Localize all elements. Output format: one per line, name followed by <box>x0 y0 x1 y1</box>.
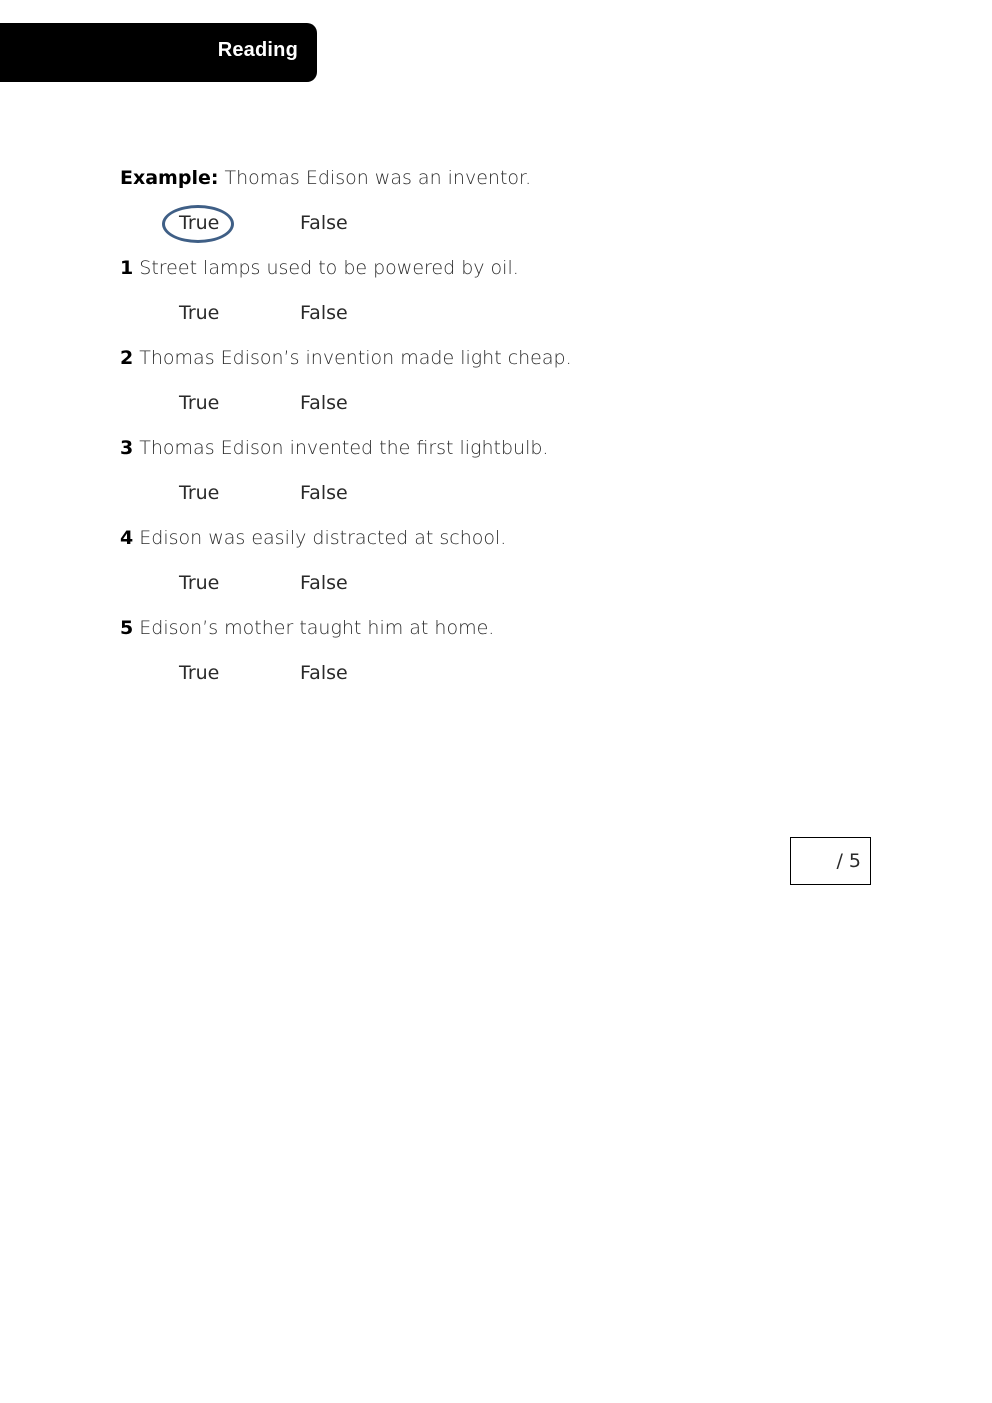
question-5-options <box>120 646 880 700</box>
question-1-true-option[interactable]: True <box>179 302 220 324</box>
question-1-statement <box>120 250 880 286</box>
question-5-true-option[interactable]: True <box>179 662 220 684</box>
question-4-false-option[interactable]: False <box>300 572 348 594</box>
question-text: Edison’s mother taught him at home. <box>139 617 495 639</box>
question-number: 1 <box>120 257 134 279</box>
question-text: Thomas Edison’s invention made light cheap. <box>139 347 572 369</box>
question-text: Street lamps used to be powered by oil. <box>139 257 519 279</box>
question-3-false-option[interactable]: False <box>300 482 348 504</box>
example-true-option[interactable]: True <box>179 212 220 234</box>
question-5-statement <box>120 610 880 646</box>
score-box[interactable] <box>790 837 871 885</box>
question-2-statement <box>120 340 880 376</box>
question-number: 5 <box>120 617 134 639</box>
true-false-exercise <box>120 160 880 700</box>
question-number: 3 <box>120 437 134 459</box>
section-header-tab <box>0 23 317 82</box>
question-3-true-option[interactable]: True <box>179 482 220 504</box>
question-2-options <box>120 376 880 430</box>
question-number: 2 <box>120 347 134 369</box>
question-4-true-option[interactable]: True <box>179 572 220 594</box>
example-false-option[interactable]: False <box>300 212 348 234</box>
example-text: Thomas Edison was an inventor. <box>224 167 532 189</box>
question-4-options <box>120 556 880 610</box>
score-total: / 5 <box>836 850 861 872</box>
question-text: Thomas Edison invented the first lightbulb. <box>139 437 549 459</box>
example-label: Example: <box>120 167 219 189</box>
question-1-false-option[interactable]: False <box>300 302 348 324</box>
question-3-options <box>120 466 880 520</box>
example-statement <box>120 160 880 196</box>
example-options <box>120 196 880 250</box>
question-2-true-option[interactable]: True <box>179 392 220 414</box>
question-number: 4 <box>120 527 134 549</box>
section-title: Reading <box>217 39 298 61</box>
question-text: Edison was easily distracted at school. <box>139 527 507 549</box>
question-5-false-option[interactable]: False <box>300 662 348 684</box>
question-3-statement <box>120 430 880 466</box>
question-1-options <box>120 286 880 340</box>
question-2-false-option[interactable]: False <box>300 392 348 414</box>
question-4-statement <box>120 520 880 556</box>
